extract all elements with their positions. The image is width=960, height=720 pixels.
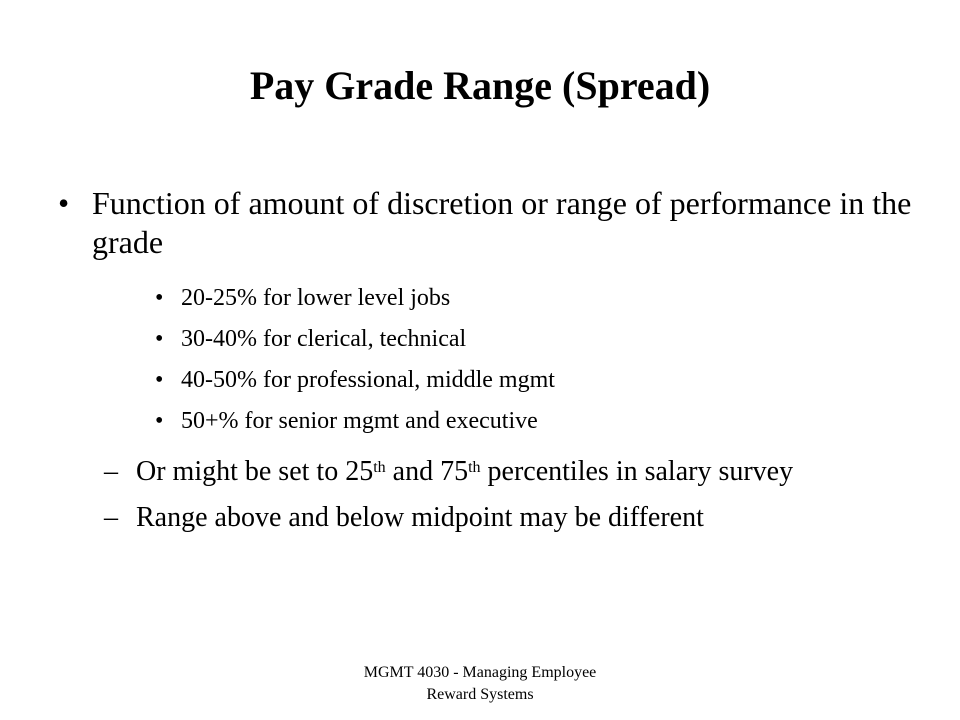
dash-item-text: Range above and below midpoint may be different xyxy=(136,502,704,533)
bullet-marker: • xyxy=(155,367,164,393)
bullet-marker: • xyxy=(155,285,164,311)
footer-line: Reward Systems xyxy=(426,686,534,703)
superscript: th xyxy=(373,459,386,476)
main-bullet xyxy=(58,184,918,262)
list-item xyxy=(155,325,915,366)
list-item xyxy=(155,407,915,448)
text-part: percentiles in salary survey xyxy=(480,456,794,487)
dash-item-midpoint xyxy=(104,501,924,535)
superscript: th xyxy=(468,459,481,476)
dash-marker: – xyxy=(104,502,118,533)
bullet-marker: • xyxy=(58,185,70,221)
sub-bullet-text: 30-40% for clerical, technical xyxy=(181,326,467,352)
slide-title: Pay Grade Range (Spread) xyxy=(249,63,711,108)
list-item xyxy=(155,366,915,407)
sub-bullet-text: 20-25% for lower level jobs xyxy=(181,285,451,311)
slide-footer xyxy=(0,662,960,706)
dash-item-percentiles xyxy=(104,455,924,489)
text-part: Or might be set to 25 xyxy=(136,456,374,487)
sub-bullet-list xyxy=(155,284,915,448)
dash-item-text xyxy=(136,455,924,489)
main-bullet-text: Function of amount of discretion or range of performance in the grade xyxy=(92,185,912,260)
text-part: and 75 xyxy=(385,456,469,487)
sub-bullet-text: 50+% for senior mgmt and executive xyxy=(181,408,538,434)
dash-list xyxy=(104,455,924,547)
footer-line: MGMT 4030 - Managing Employee xyxy=(363,664,597,681)
dash-marker: – xyxy=(104,456,118,487)
bullet-marker: • xyxy=(155,408,164,434)
bullet-marker: • xyxy=(155,326,164,352)
list-item xyxy=(155,284,915,325)
sub-bullet-text: 40-50% for professional, middle mgmt xyxy=(181,367,555,393)
